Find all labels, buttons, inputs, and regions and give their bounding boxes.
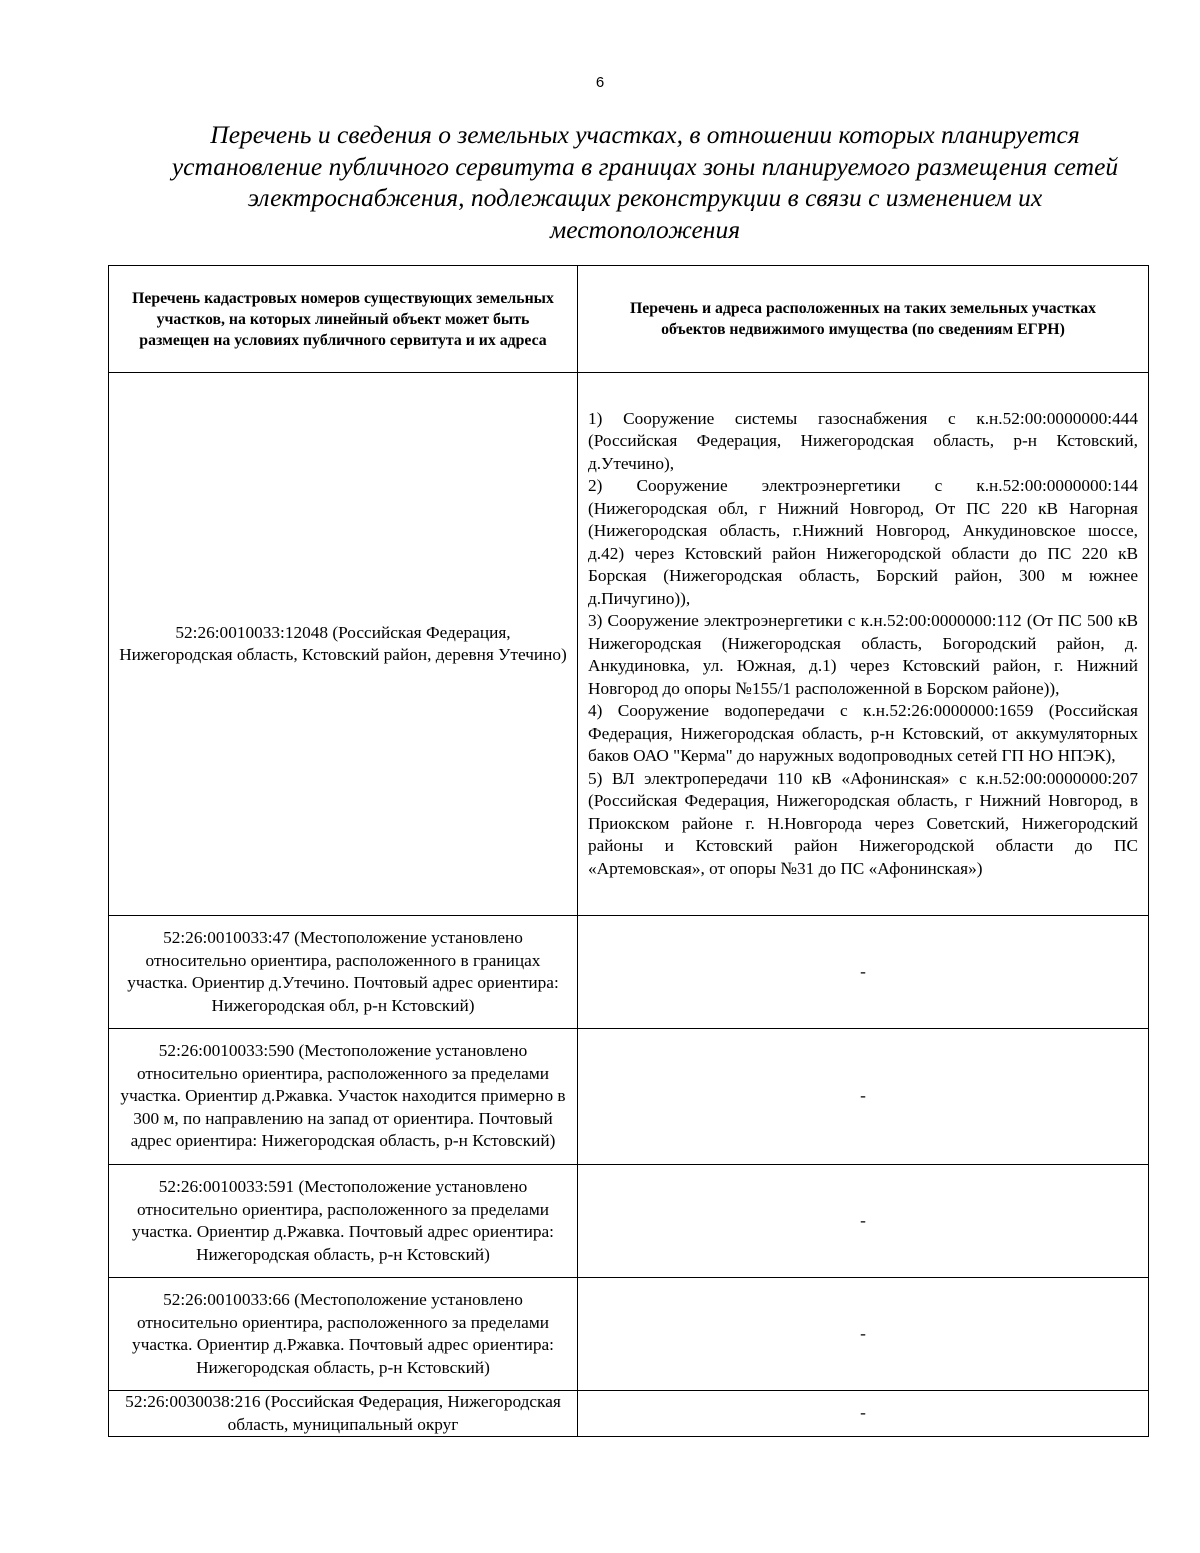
objects-cell: - <box>578 1029 1149 1165</box>
header-cadastral-numbers: Перечень кадастровых номеров существующих земельных участков, на которых линейный объект может быть размещен на условиях публичного сервитута и их адреса <box>109 266 578 373</box>
object-item: 5) ВЛ электропередачи 110 кВ «Афонинская» с к.н.52:00:0000000:207 (Российская Федерация, Нижегородская область, г Нижний Новгород, в Приокском районе г. Н.Новгорода через Советский, Нижегородский районы и Кстовский район Нижегородской области до ПС «Артемовская», от опоры №31 до ПС «Афонинская») <box>588 768 1138 878</box>
objects-cell: - <box>578 916 1149 1029</box>
table-header <box>109 266 1149 373</box>
parcel-cell: 52:26:0010033:591 (Местоположение установлено относительно ориентира, расположенного за пределами участка. Ориентир д.Ржавка. Почтовый адрес ориентира: Нижегородская область, р-н Кстовский) <box>109 1165 578 1278</box>
table-row <box>109 1165 1149 1278</box>
parcels-table <box>108 265 1149 1437</box>
object-item: 1) Сооружение системы газоснабжения с к.н.52:00:0000000:444 (Российская Федерация, Нижегородская область, р-н Кстовский, д.Утечино), <box>588 408 1138 473</box>
object-item: 4) Сооружение водопередачи с к.н.52:26:0000000:1659 (Российская Федерация, Нижегородская область, р-н Кстовский, от аккумуляторных баков ОАО "Керма" до наружных водопроводных сетей ГП НО НПЭК), <box>588 701 1138 766</box>
parcel-cell: 52:26:0030038:216 (Российская Федерация, Нижегородская область, муниципальный округ <box>109 1391 578 1437</box>
table-row <box>109 1391 1149 1437</box>
objects-cell: - <box>578 1165 1149 1278</box>
table-row <box>109 373 1149 916</box>
header-row <box>109 266 1149 373</box>
page-number: 6 <box>595 74 605 91</box>
table-body <box>109 373 1149 1437</box>
document-title: Перечень и сведения о земельных участках, в отношении которых планируется установление публичного сервитута в границах зоны планируемого размещения сетей электроснабжения, подлежащих реконструкции в связи с изменением их местоположения <box>171 120 1119 244</box>
header-real-estate-objects: Перечень и адреса расположенных на таких земельных участках объектов недвижимого имущества (по сведениям ЕГРН) <box>578 266 1149 373</box>
parcel-cell: 52:26:0010033:66 (Местоположение установлено относительно ориентира, расположенного за пределами участка. Ориентир д.Ржавка. Почтовый адрес ориентира: Нижегородская область, р-н Кстовский) <box>109 1278 578 1391</box>
table-row <box>109 916 1149 1029</box>
objects-cell: - <box>578 1278 1149 1391</box>
object-item: 3) Сооружение электроэнергетики с к.н.52:00:0000000:112 (От ПС 500 кВ Нижегородская (Нижегородская область, Богородский район, д. Анкудиновка, ул. Южная, д.1) через Кстовский район, г. Нижний Новгород до опоры №155/1 расположенной в Борском районе)), <box>588 611 1138 698</box>
parcel-cell: 52:26:0010033:47 (Местоположение установлено относительно ориентира, расположенного в границах участка. Ориентир д.Утечино. Почтовый адрес ориентира: Нижегородская обл, р-н Кстовский) <box>109 916 578 1029</box>
objects-cell <box>578 373 1149 916</box>
objects-cell: - <box>578 1391 1149 1437</box>
table-row <box>109 1029 1149 1165</box>
parcel-cell: 52:26:0010033:590 (Местоположение установлено относительно ориентира, расположенного за пределами участка. Ориентир д.Ржавка. Участок находится примерно в 300 м, по направлению на запад от ориентира. Почтовый адрес ориентира: Нижегородская область, р-н Кстовский) <box>109 1029 578 1165</box>
parcel-cell: 52:26:0010033:12048 (Российская Федерация, Нижегородская область, Кстовский район, деревня Утечино) <box>109 373 578 916</box>
table-row <box>109 1278 1149 1391</box>
object-item: 2) Сооружение электроэнергетики с к.н.52:00:0000000:144 (Нижегородская обл, г Нижний Новгород, От ПС 220 кВ Нагорная (Нижегородская область, г.Нижний Новгород, Анкудиновское шоссе, д.42) через Кстовский район Нижегородской области до ПС 220 кВ Борская (Нижегородская область, Борский район, 300 м южнее д.Пичугино)), <box>588 476 1138 608</box>
